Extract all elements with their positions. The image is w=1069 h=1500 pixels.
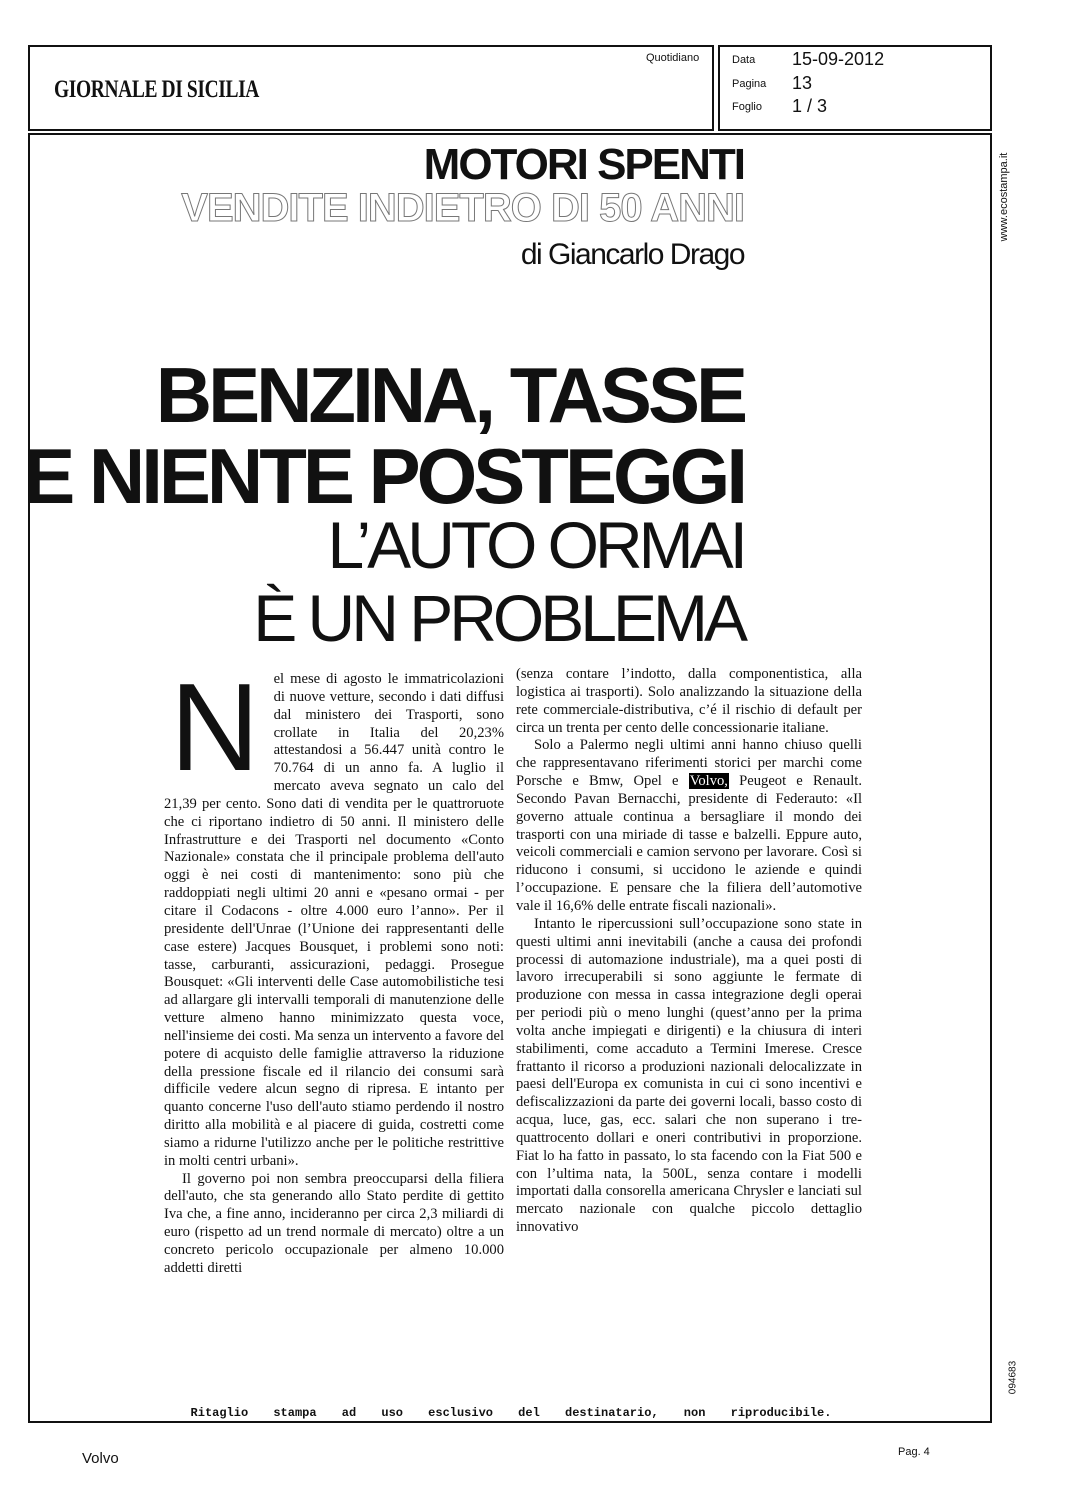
newspaper-name: GIORNALE DI SICILIA (54, 76, 259, 103)
paragraph: Il governo poi non sembra preoccuparsi della filiera dell'auto, che sta generando allo Stato perdite di gettito Iva che, a fine anno, incideranno per circa 2,3 miliardi di euro (rispetto ad un trend normale di mercato) oltre a un concreto pericolo occupazionale per almeno 10.000 addetti diretti (164, 1170, 504, 1276)
paragraph-text: Peugeot e Renault. Secondo Pavan Bernacchi, presidente di Federauto: «Il governo attuale continua a bersagliare il mondo dei trasporti con una miriade di tasse e balzelli. Eppure auto, veicoli commerciali e camion servono per lavorare. Così si riducono i consumi, si uccidono le aziende e quindi l’occupazione. E pensare che la filiera dell’automotive vale il 16,6% delle entrate fiscali nazionali». (516, 773, 862, 914)
subheadline-line-1: L’AUTO ORMAI (327, 508, 744, 582)
page-value: 13 (792, 73, 813, 93)
paragraph: (senza contare l’indotto, dalla componentistica, alla logistica ai trasporti). Solo analizzando la situazione della rete commerciale-distributiva, c’é il rischio di default per circa un trenta per cento delle concessionarie italiane. (516, 666, 862, 736)
headline-line-1: BENZINA, TASSE (155, 351, 744, 439)
sheet-label: Foglio (732, 101, 762, 113)
topic-label: Volvo (82, 1450, 119, 1467)
date-label: Data (732, 54, 756, 66)
paragraph (516, 737, 862, 915)
website-watermark: www.ecostampa.it (998, 152, 1010, 242)
kicker: MOTORI SPENTI (423, 140, 744, 189)
paragraph (164, 659, 504, 1171)
date-value: 15-09-2012 (792, 49, 885, 69)
sheet-value: 1 / 3 (792, 96, 828, 116)
paragraph: Intanto le ripercussioni sull’occupazione sono state in questi ultimi anni inevitabili (anche a causa dei profondi processi di automazione industriale), ma a quei posti di lavoro irrecuperabili si sono aggiunte le fermate di produzione con messa in cassa integrazione degli operai per periodi più o meno lunghi (quest’anno per la prima volta anche impiegati e dirigenti) e la chiusura di interi stabilimenti, come accaduto a Termini Imerese. Cresce frattanto il ricorso a produzioni nazionali delocalizzate in paesi dell'Europa ex comunista in cui ci sono incentivi e defiscalizzazioni da parte dei governi locali, basso costo di acqua, luce, gas, ecc. salari che non superano i tre-quattrocento dollari e oneri contributivi in proporzione. Fiat lo ha fatto in passato, lo sta facendo con la Fiat 500 e con l’ultima nata, la 500L, senza contare i modelli importati dalla consorella americana Chrysler e lanciati sul mercato nazionale con qualche piccolo dettaglio innovativo (516, 915, 862, 1236)
subheadline-line-2: È UN PROBLEMA (253, 581, 744, 655)
byline: di Giancarlo Drago (520, 238, 744, 271)
page-number: Pag. 4 (898, 1446, 930, 1458)
publication-type: Quotidiano (646, 52, 700, 64)
page-label: Pagina (732, 78, 767, 90)
paragraph-text: el mese di agosto le immatricolazioni di nuove vetture, secondo i dati diffusi dal ministero dei Trasporti, sono crollate in Italia del 20,23% attestandosi a 56.447 unità contro le 70.764 di un anno fa. A luglio il mercato aveva segnato un calo del 21,39 per cento. Sono dati di vendita per le quattroruote che ci riportano indietro di 50 anni. Il ministero delle Infrastrutture e dei Trasporti nel documento «Conto Nazionale» constata che il principale problema dell'auto oggi è nei costi di mantenimento: sono più che raddoppiati negli ultimi 20 anni e «pesano ormai - per citare il Codacons - oltre 4.000 euro l’anno». Per il presidente dell'Unrae (l’Unione dei rappresentanti delle case estere) Jacques Bousquet, i problemi sono noti: tasse, carburanti, assicurazioni, pedaggi. Prosegue Bousquet: «Gli interventi delle Case automobilistiche tesi ad allargare gli intervalli temporali di manutenzione delle vetture almeno hanno minimizzato questa voce, nell'insieme dei costi. Ma senza un intervento a favore del potere di acquisto delle famiglie attraverso la riduzione della pressione fiscale ed il rilancio dei consumi sarà difficile vedere alcun segno di ripresa. E intanto per quanto concerne l'uso dell'auto stiamo perdendo il nostro diritto alla mobilità e al piacere di guida, costretti come siamo a ridurne l'utilizzo anche per le politiche restrittive in molti centri urbani». (164, 671, 504, 1169)
article-column-1 (164, 659, 504, 1278)
highlighted-keyword: Volvo, (689, 773, 728, 790)
article-column-2 (516, 666, 862, 1237)
disclaimer: Ritaglio stampa ad uso esclusivo del destinatario, non riproducibile. (190, 1406, 832, 1420)
clipping-code: 094683 (1007, 1360, 1019, 1395)
drop-cap: N (170, 659, 260, 797)
kicker-subtitle: VENDITE INDIETRO DI 50 ANNI (181, 186, 744, 230)
paragraph-text: Solo a Palermo negli ultimi anni hanno chiuso quelli che rappresentavano riferimenti storici per marchi come Porsche e Bmw, Opel e (516, 737, 862, 790)
headline-line-2: E NIENTE POSTEGGI (23, 432, 744, 520)
